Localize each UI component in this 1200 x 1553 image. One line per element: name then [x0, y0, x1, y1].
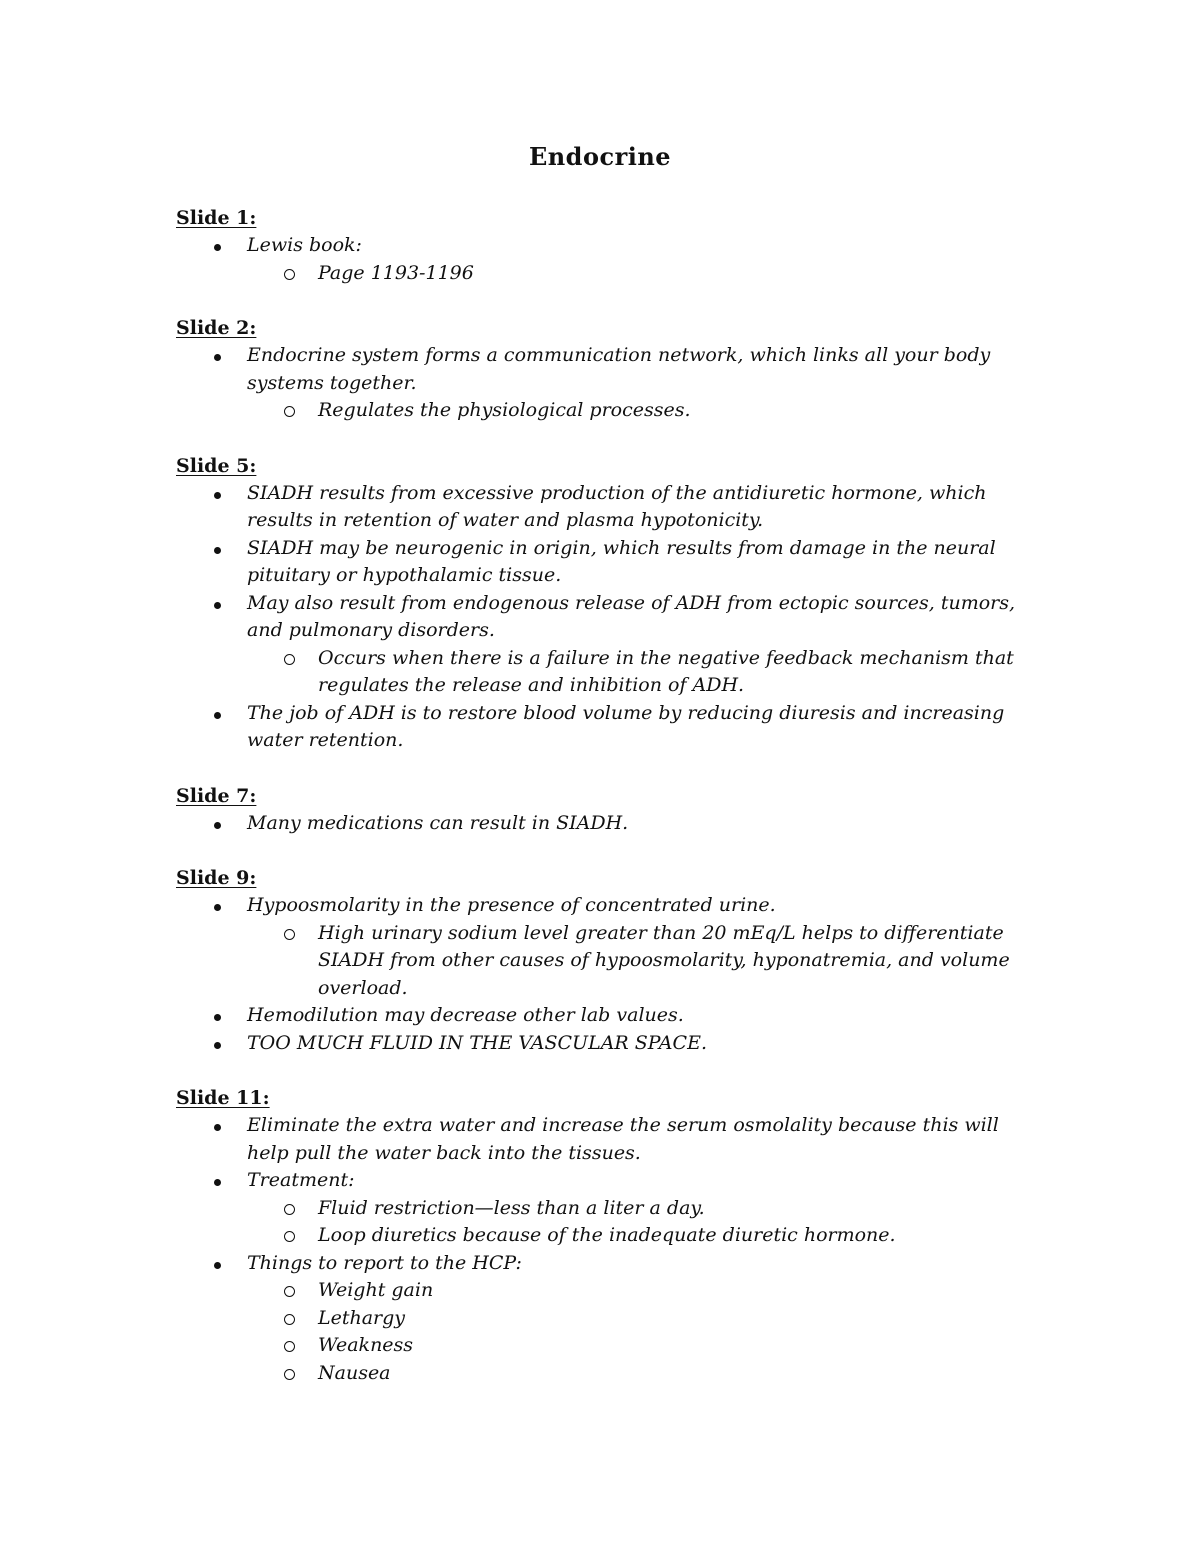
filled-bullet-icon [214, 1179, 221, 1186]
sub-list-item [0, 1277, 1018, 1305]
list-item-text: Page 1193-1196 [318, 261, 474, 284]
list-item-text: Loop diuretics because of the inadequate diuretic hormone. [318, 1224, 896, 1246]
hollow-circle-bullet-icon [284, 1204, 295, 1215]
hollow-circle-bullet-icon [284, 406, 295, 417]
hollow-circle-bullet-icon [284, 1341, 295, 1352]
list-item-text: Treatment: [247, 1169, 355, 1191]
filled-bullet-icon [214, 602, 221, 609]
sub-list-item [0, 1305, 1018, 1333]
slide-heading: Slide 7: [176, 784, 257, 807]
bullet-list [0, 892, 1200, 1057]
filled-bullet-icon [214, 904, 221, 911]
list-item-text: High urinary sodium level greater than 20 mEq/L helps to differentiate SIADH from other causes of hypoosmolarity, hyponatremia, and volume overload. [318, 921, 1010, 999]
filled-bullet-icon [214, 712, 221, 719]
bullet-list [0, 480, 1200, 755]
slide-section [0, 1084, 1200, 1387]
sub-list-item [0, 1332, 1018, 1360]
list-item-text: Hemodilution may decrease other lab values. [247, 1004, 684, 1026]
document-body [0, 204, 1200, 1414]
list-item-text: Nausea [318, 1361, 391, 1384]
slide-section [0, 452, 1200, 755]
filled-bullet-icon [214, 1262, 221, 1269]
list-item [0, 535, 1017, 590]
list-item-text: Weight gain [318, 1279, 434, 1301]
list-item-text: Occurs when there is a failure in the negative feedback mechanism that regulates the release and inhibition of ADH. [318, 646, 1014, 696]
hollow-circle-bullet-icon [284, 1286, 295, 1297]
bullet-list [0, 1112, 1200, 1387]
hollow-circle-bullet-icon [284, 654, 295, 665]
list-item [0, 700, 1017, 755]
list-item-text: Many medications can result in SIADH. [247, 811, 629, 834]
hollow-circle-bullet-icon [284, 269, 295, 280]
list-item [0, 232, 1017, 260]
list-item [0, 1112, 1017, 1167]
list-item [0, 1002, 1017, 1030]
list-item-text: SIADH may be neurogenic in origin, which results from damage in the neural pituitary or hypothalamic tissue. [247, 536, 996, 586]
slide-section [0, 782, 1200, 838]
filled-bullet-icon [214, 1014, 221, 1021]
slide-section [0, 314, 1200, 425]
sub-list-item [0, 1222, 1018, 1250]
sub-list-item [0, 397, 1018, 425]
slide-heading: Slide 11: [176, 1087, 270, 1109]
list-item [0, 480, 1017, 535]
sub-list-item [0, 920, 1018, 1003]
list-item-text: Endocrine system forms a communication network, which links all your body systems together. [247, 344, 991, 394]
filled-bullet-icon [214, 1124, 221, 1131]
list-item-text: TOO MUCH FLUID IN THE VASCULAR SPACE. [247, 1031, 707, 1054]
list-item [0, 342, 1017, 397]
list-item [0, 810, 1017, 838]
list-item-text: Weakness [318, 1334, 414, 1356]
list-item-text: Eliminate the extra water and increase the serum osmolality because this will help pull the water back into the tissues. [247, 1114, 999, 1164]
filled-bullet-icon [214, 244, 221, 251]
bullet-list [0, 810, 1200, 838]
list-item [0, 892, 1017, 920]
slide-heading: Slide 1: [176, 207, 257, 229]
sub-list-item [0, 1195, 1018, 1223]
sub-list-item [0, 260, 1018, 288]
slide-heading: Slide 9: [176, 867, 257, 889]
list-item-text: May also result from endogenous release of ADH from ectopic sources, tumors, and pulmonary disorders. [247, 591, 1016, 641]
list-item-text: SIADH results from excessive production of the antidiuretic hormone, which results in retention of water and plasma hypotonicity. [247, 481, 987, 531]
hollow-circle-bullet-icon [284, 1314, 295, 1325]
bullet-list [0, 342, 1200, 425]
list-item-text: Things to report to the HCP: [247, 1251, 522, 1274]
list-item [0, 590, 1017, 645]
slide-heading: Slide 2: [176, 317, 257, 339]
bullet-list [0, 232, 1200, 287]
list-item [0, 1030, 1017, 1058]
list-item [0, 1167, 1017, 1195]
filled-bullet-icon [214, 547, 221, 554]
hollow-circle-bullet-icon [284, 929, 295, 940]
list-item [0, 1250, 1017, 1278]
list-item-text: Fluid restriction—less than a liter a day. [318, 1196, 705, 1219]
document-title: Endocrine [528, 142, 672, 171]
list-item-text: The job of ADH is to restore blood volume by reducing diuresis and increasing water retention. [247, 701, 1005, 751]
filled-bullet-icon [214, 822, 221, 829]
slide-section [0, 864, 1200, 1057]
slide-heading: Slide 5: [176, 454, 257, 477]
list-item-text: Hypoosmolarity in the presence of concentrated urine. [247, 894, 776, 916]
list-item-text: Regulates the physiological processes. [318, 399, 691, 421]
list-item-text: Lethargy [318, 1306, 406, 1329]
sub-list-item [0, 1360, 1018, 1388]
slide-section [0, 204, 1200, 287]
list-item-text: Lewis book: [247, 234, 362, 256]
filled-bullet-icon [214, 492, 221, 499]
filled-bullet-icon [214, 1042, 221, 1049]
filled-bullet-icon [214, 354, 221, 361]
hollow-circle-bullet-icon [284, 1369, 295, 1380]
sub-list-item [0, 645, 1018, 700]
hollow-circle-bullet-icon [284, 1231, 295, 1242]
